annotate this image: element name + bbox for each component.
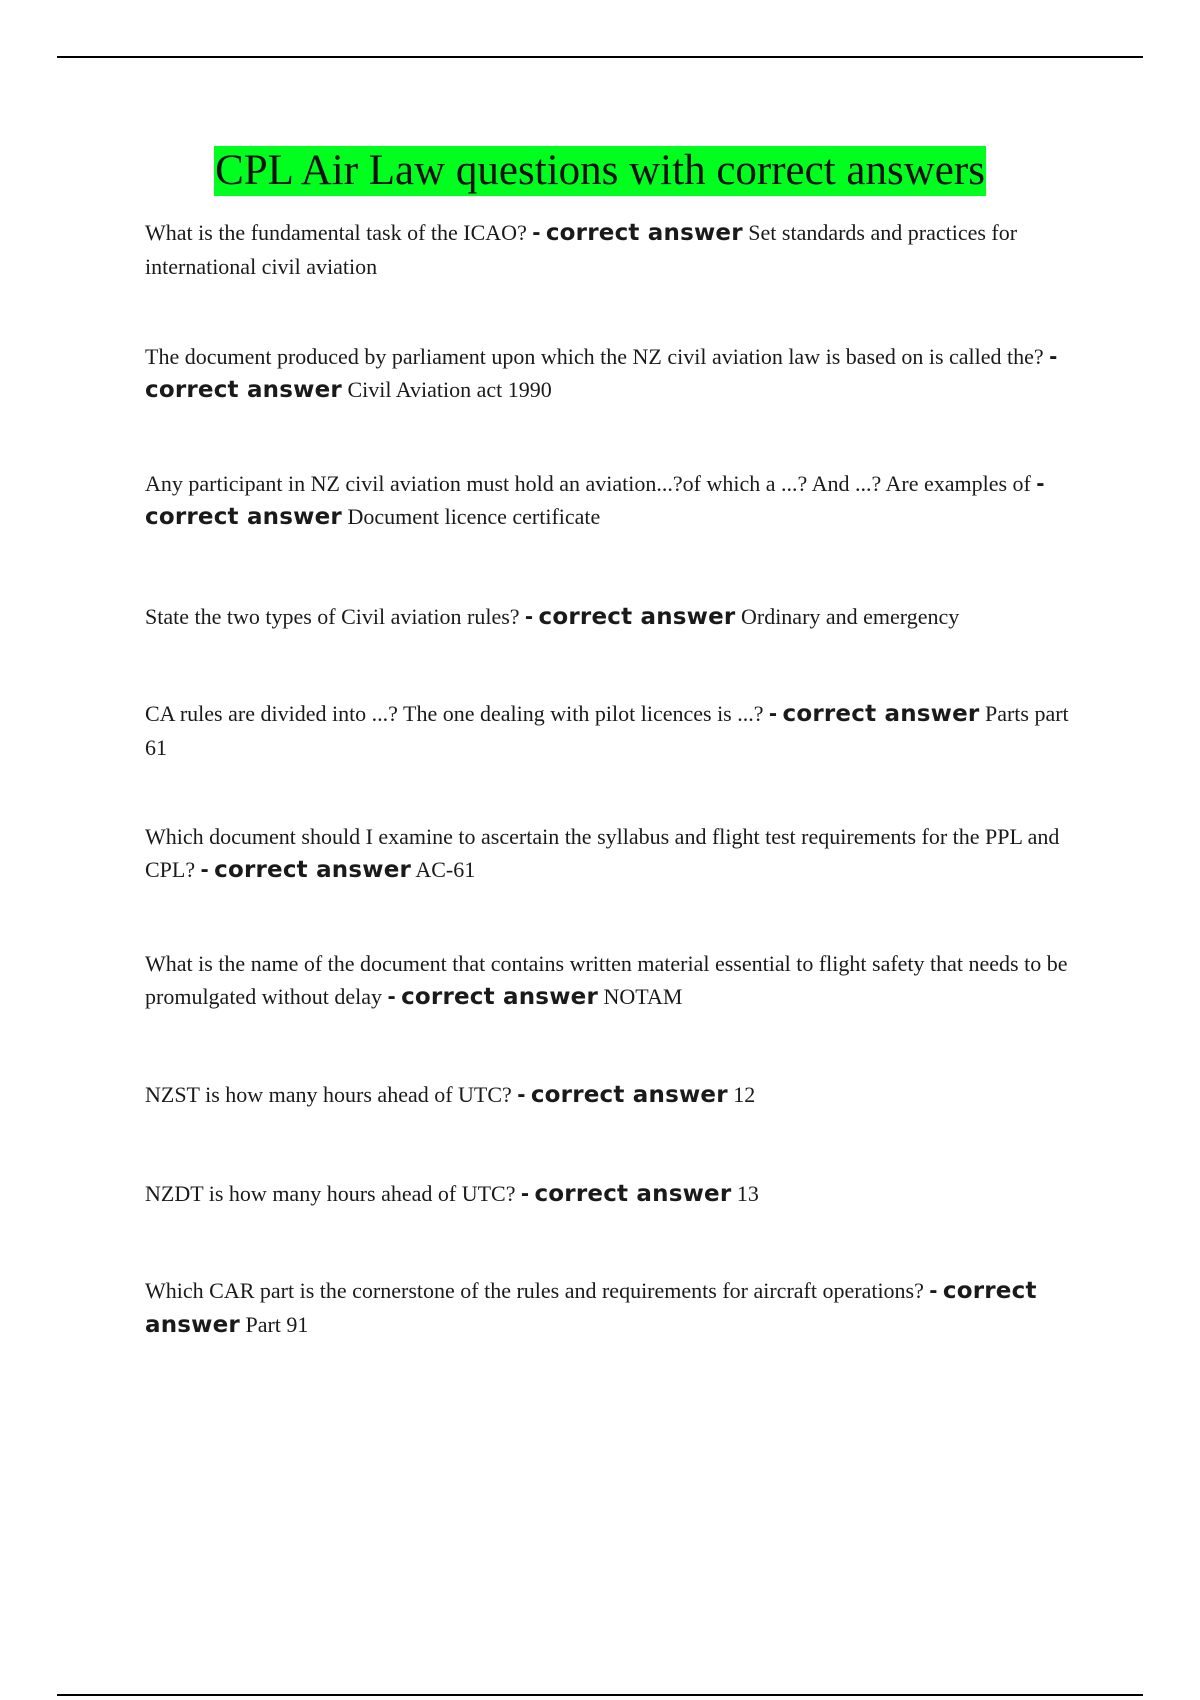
question-text: CA rules are divided into ...? The one dealing with pilot licences is ...? [145,701,764,726]
answer-text: Ordinary and emergency [740,604,960,629]
footer-rule [57,1694,1143,1696]
answer-separator: - [532,219,541,246]
answer-label: correct answer [530,1082,728,1108]
qa-item [145,1177,1095,1211]
question-text: Any participant in NZ civil aviation must hold an aviation...?of which a ...? And ...? Are examples of [145,471,1031,496]
answer-text: Part 91 [245,1312,309,1337]
answer-label: correct answer [538,604,736,630]
qa-item [145,1078,1095,1112]
answer-separator: - [769,700,778,727]
question-text: Which CAR part is the cornerstone of the rules and requirements for aircraft operations? [145,1278,924,1303]
qa-item [145,947,1095,1014]
document-title: CPL Air Law questions with correct answers [215,147,985,194]
answer-separator: - [1049,343,1058,370]
answer-label: correct answer [145,1278,1037,1338]
qa-item [145,1274,1095,1342]
answer-text: Set standards and practices for international civil aviation [145,220,1018,279]
question-text: Which document should I examine to ascertain the syllabus and flight test requirements for the PPL and CPL? [145,824,1060,882]
answer-text: 12 [733,1082,756,1107]
answer-label: correct answer [145,377,342,403]
answer-label: correct answer [534,1181,732,1207]
title-block [0,146,1200,196]
question-text: NZST is how many hours ahead of UTC? [145,1082,512,1107]
answer-label: correct answer [782,701,980,727]
answer-text: 13 [736,1181,759,1206]
question-text: The document produced by parliament upon which the NZ civil aviation law is based on is called the? [145,344,1044,369]
answer-separator: - [525,603,534,630]
answer-text: AC-61 [415,857,476,882]
answer-text: Document licence certificate [347,504,601,529]
header-rule [57,56,1143,58]
qa-item [145,467,1095,534]
answer-separator: - [929,1277,938,1304]
question-text: State the two types of Civil aviation rules? [145,604,520,629]
qa-item [145,697,1095,764]
answer-separator: - [520,1180,529,1207]
answer-text: NOTAM [603,984,683,1009]
qa-item [145,600,1095,634]
answer-text: Parts part 61 [145,701,1069,760]
qa-item [145,216,1095,283]
answer-label: correct answer [401,984,598,1010]
answer-separator: - [200,856,209,883]
answer-label: correct answer [545,220,743,246]
answer-separator: - [1036,470,1045,497]
qa-item [145,820,1095,887]
answer-text: Civil Aviation act 1990 [347,377,552,402]
question-text: What is the fundamental task of the ICAO? [145,220,527,245]
qa-item [145,340,1095,407]
answer-label: correct answer [214,857,412,883]
question-text: NZDT is how many hours ahead of UTC? [145,1181,516,1206]
answer-separator: - [517,1081,526,1108]
answer-separator: - [387,983,396,1010]
question-text: What is the name of the document that contains written material essential to flight safety that needs to be promulgated without delay [145,951,1068,1009]
answer-label: correct answer [145,504,342,530]
